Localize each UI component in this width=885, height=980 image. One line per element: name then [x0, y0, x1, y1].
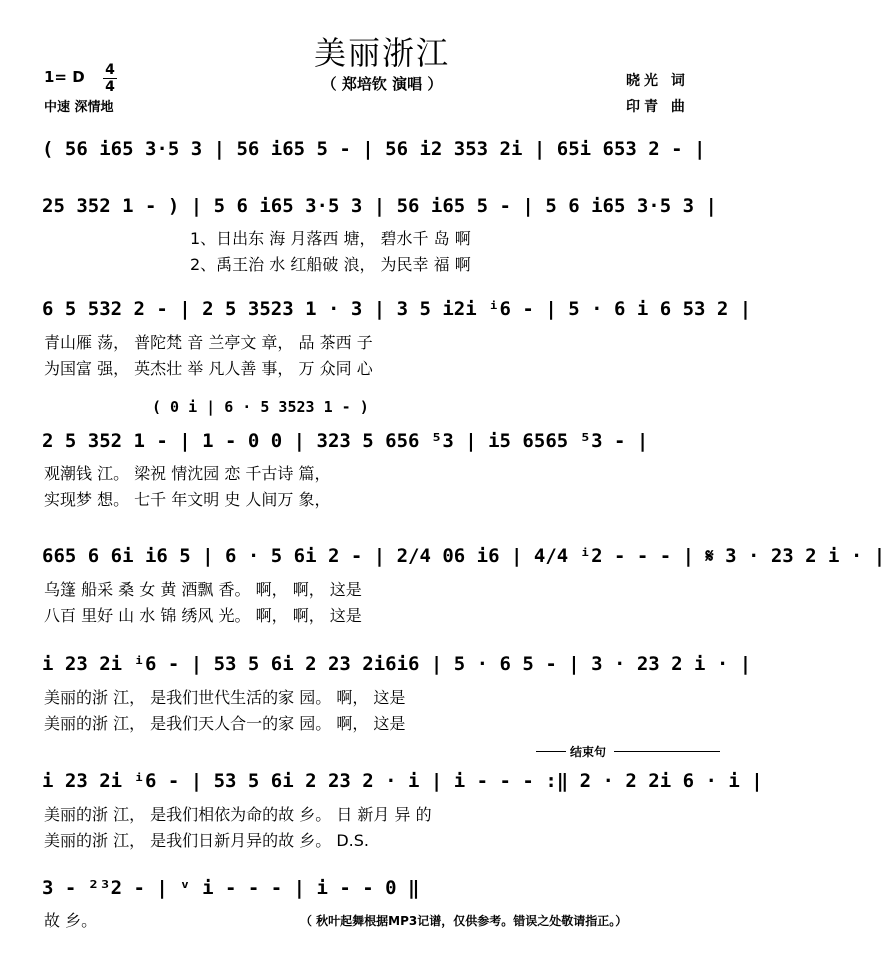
notation-row-6: i 23 2i ⁱ6 - | 53 5 6i 2 23 2i6i6 | 5 · 6 5 - | 3 · 23 2 i · | [42, 653, 752, 675]
lyrics-row-4-verse-2: 实现梦 想。 七千 年文明 史 人间万 象， [44, 490, 331, 509]
notation-row-2: 25 352 1 - ) | 5 6 i65 3·5 3 | 56 i65 5 - | 5 6 i65 3·5 3 | [42, 195, 717, 217]
song-title: 美丽浙江 [313, 34, 450, 72]
meter-top: 4 [105, 62, 115, 78]
lyrics-row-6-verse-1: 美丽的浙 江， 是我们世代生活的家 园。 啊， 这是 [44, 688, 406, 707]
ending-line-left [536, 751, 566, 752]
key-signature: 1= D [44, 68, 85, 86]
notation-row-7: i 23 2i ⁱ6 - | 53 5 6i 2 23 2 · i | i - - - :‖ 2 · 2 2i 6 · i | [42, 770, 763, 792]
tempo-marking: 中速 深情地 [44, 100, 114, 115]
lyrics-row-5-verse-1: 乌篷 船采 桑 女 黄 酒飘 香。 啊， 啊， 这是 [44, 580, 362, 599]
ending-line-right [614, 751, 720, 752]
lyrics-row-8: 故 乡。 [44, 911, 98, 930]
lyrics-row-7-verse-2: 美丽的浙 江， 是我们日新月异的故 乡。 D.S. [44, 831, 369, 850]
lyrics-row-4-verse-1: 观潮钱 江。 梁祝 情沈园 恋 千古诗 篇， [44, 464, 331, 483]
notation-row-8: 3 - ²³2 - | ᵛ i - - - | i - - 0 ‖ [42, 877, 420, 899]
lyricist-credit: 晓光 词 [626, 73, 689, 89]
lyrics-row-6-verse-2: 美丽的浙 江， 是我们天人合一的家 园。 啊， 这是 [44, 714, 406, 733]
lyrics-row-7-verse-1: 美丽的浙 江， 是我们相依为命的故 乡。 日 新月 异 的 [44, 805, 432, 824]
time-signature [100, 62, 120, 95]
notation-row-5: 665 6 6i i6 5 | 6 · 5 6i 2 - | 2/4 06 i6 | 4/4 ⁱ2 - - - | 𝄋 3 · 23 2 i · | [42, 545, 885, 567]
ending-label: 结束句 [570, 745, 607, 759]
notation-row-4-prelude: ( 0 i | 6 · 5 3523 1 - ) [152, 398, 369, 416]
notation-row-1: ( 56 i65 3·5 3 | 56 i65 5 - | 56 i2 353 2i | 65i 653 2 - | [42, 138, 706, 160]
lyrics-row-2-verse-1: 1、日出东 海 月落西 塘， 碧水千 岛 啊 [190, 229, 471, 248]
lyrics-row-3-verse-2: 为国富 强， 英杰壮 举 凡人善 事， 万 众同 心 [44, 359, 373, 378]
notation-row-4: 2 5 352 1 - | 1 - 0 0 | 323 5 656 ⁵3 | i5 6565 ⁵3 - | [42, 430, 649, 452]
lyrics-row-2-verse-2: 2、禹王治 水 红船破 浪， 为民幸 福 啊 [190, 255, 471, 274]
composer-credit: 印青 曲 [626, 99, 689, 115]
lyrics-row-3-verse-1: 青山雁 荡， 普陀梵 音 兰亭文 章， 品 茶西 子 [44, 333, 373, 352]
performer-subtitle: （ 郑培钦 演唱 ） [321, 75, 443, 93]
meter-bottom: 4 [105, 79, 115, 95]
lyrics-row-5-verse-2: 八百 里好 山 水 锦 绣风 光。 啊， 啊， 这是 [44, 606, 362, 625]
transcription-note: （ 秋叶起舞根据MP3记谱，仅供参考。错误之处敬请指正。） [300, 914, 628, 928]
notation-row-3: 6 5 532 2 - | 2 5 3523 1 · 3 | 3 5 i2i ⁱ6 - | 5 · 6 i 6 53 2 | [42, 298, 752, 320]
